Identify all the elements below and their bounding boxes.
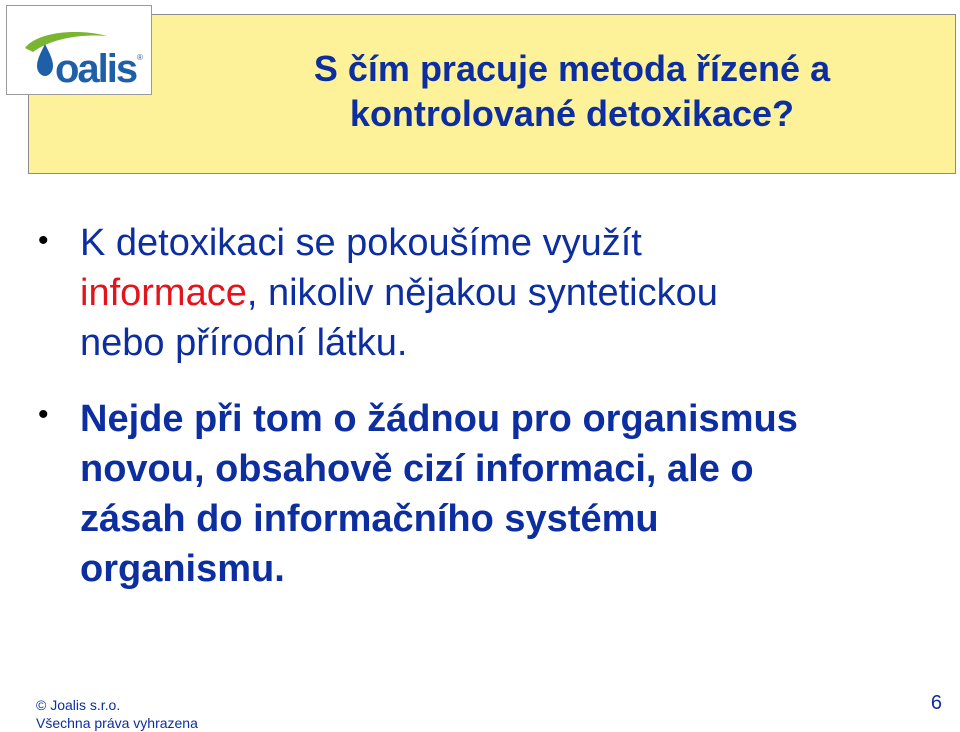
- svg-text:oalis: oalis: [55, 47, 137, 91]
- copyright-text: © Joalis s.r.o.: [36, 697, 121, 713]
- rights-text: Všechna práva vyhrazena: [36, 715, 198, 731]
- bullet-icon: •: [38, 398, 49, 431]
- bullet-1-line-1: K detoxikaci se pokoušíme využít: [80, 222, 642, 264]
- title-line-1: S čím pracuje metoda řízené a: [313, 48, 831, 89]
- bullet-2-line-4: organismu.: [80, 548, 285, 590]
- joalis-logo: [6, 5, 152, 95]
- bullet-1-line-2-rest: , nikoliv nějakou syntetickou: [246, 272, 718, 314]
- svg-text:®: ®: [137, 53, 143, 62]
- bullet-2-line-3: zásah do informačního systému: [80, 498, 659, 540]
- footer-copyright: [36, 696, 198, 732]
- bullet-2-line-2: novou, obsahově cizí informaci, ale o: [80, 448, 754, 490]
- bullet-2-line-1: Nejde při tom o žádnou pro organismus: [80, 398, 798, 440]
- bullet-2: [80, 394, 950, 594]
- bullet-1-line-2: [80, 268, 940, 318]
- page-title: [222, 46, 922, 136]
- page-number: 6: [930, 692, 942, 714]
- highlight-word: informace: [80, 272, 247, 314]
- title-line-2: kontrolované detoxikace?: [349, 93, 795, 134]
- bullet-icon: •: [38, 224, 49, 257]
- bullet-1: [80, 218, 940, 368]
- bullet-1-line-3: nebo přírodní látku.: [80, 322, 408, 364]
